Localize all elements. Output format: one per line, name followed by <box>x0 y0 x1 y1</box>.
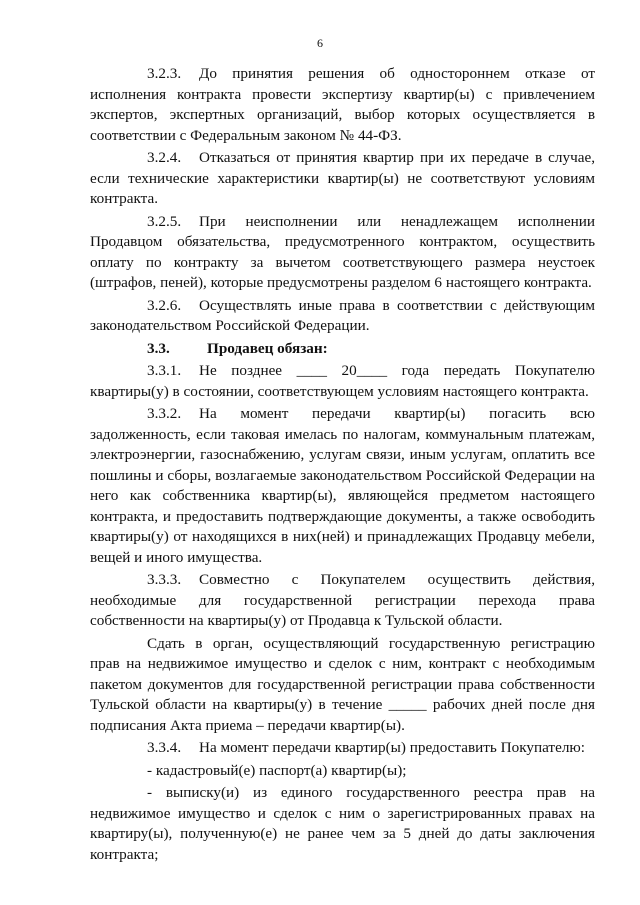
clause-3-3-1 <box>90 361 595 402</box>
clause-number: 3.3.4. <box>147 739 182 756</box>
clause-number: 3.2.4. <box>147 149 182 166</box>
clause-number: 3.3.2. <box>147 405 182 422</box>
list-item-registry-extract: - выписку(и) из единого государственного реестра прав на недвижимое имущество и сделок с ним о зарегистрированных правах на квартиру(ы), полученную(е) не ранее чем за 5 дней до даты заключения контракта; <box>90 784 595 863</box>
clause-text: Отказаться от принятия квартир при их передаче в случае, если технические характеристики квартир(ы) не соответствуют условиям контракта. <box>90 149 595 207</box>
clause-text: Осуществлять иные права в соответствии с действующим законодательством Российской Федерации. <box>90 296 595 334</box>
page-number: 6 <box>317 36 323 50</box>
clause-text: Не позднее ____ 20____ года передать Покупателю квартиры(у) в состоянии, соответствующем условиям настоящего контракта. <box>90 362 595 400</box>
clause-number: 3.2.3. <box>147 65 182 82</box>
clause-text: На момент передачи квартир(ы) предоставить Покупателю: <box>199 739 585 756</box>
clause-3-3-2 <box>90 404 595 568</box>
document-body <box>90 64 595 867</box>
clause-number: 3.2.6. <box>147 296 182 314</box>
clause-text: На момент передачи квартир(ы) погасить всю задолженность, если таковая имелась по налогам, коммунальным платежам, электроэнергии, газоснабжению, услугам связи, иным услугам, оплатить все пошлины и сборы, возлагаемые законодательством Российской Федерации на него как собственника квартир(ы), являющейся предметом настоящего контракта, и предоставить подтверждающие документы, а также освободить квартиры(у) от находящихся в них(ней) и принадлежащих Продавцу мебели, вещей и иного имущества. <box>90 405 595 566</box>
clause-3-2-3 <box>90 64 595 146</box>
clause-3-3-3 <box>90 570 595 632</box>
clause-3-2-5 <box>90 212 595 294</box>
section-number: 3.3. <box>147 339 170 357</box>
list-item-cadastral-passport: - кадастровый(е) паспорт(а) квартир(ы); <box>147 761 407 779</box>
clause-text: Совместно с Покупателем осуществить действия, необходимые для государственной регистрации перехода права собственности на квартиры(у) от Продавца к Тульской области. <box>90 571 595 629</box>
clause-3-2-6 <box>90 296 595 337</box>
clause-number: 3.3.1. <box>147 362 182 379</box>
section-title: Продавец обязан: <box>207 339 328 357</box>
clause-text: При неисполнении или ненадлежащем исполнении Продавцом обязательства, предусмотренного контрактом, осуществить оплату по контракту за вычетом соответствующего размера неустоек (штрафов, пеней), которые предусмотрены разделом 6 настоящего контракта. <box>90 212 595 291</box>
clause-text: До принятия решения об одностороннем отказе от исполнения контракта провести экспертизу квартир(ы) с привлечением экспертов, экспертных организаций, выбор которых осуществляется в соответствии с Федеральным законом № 44-ФЗ. <box>90 65 595 144</box>
clause-3-2-4 <box>90 148 595 210</box>
clause-number: 3.2.5. <box>147 212 182 230</box>
clause-3-3-4 <box>90 738 595 759</box>
section-heading-3-3 <box>90 339 595 360</box>
registration-paragraph: Сдать в орган, осуществляющий государственную регистрацию прав на недвижимое имущество и сделок с ним, контракт с необходимым пакетом документов для государственной регистрации права собственности Тульской области на квартиры(у) в течение _____ рабочих дней после дня подписания Акта приема – передачи квартир(ы). <box>90 634 595 734</box>
clause-number: 3.3.3. <box>147 571 182 588</box>
